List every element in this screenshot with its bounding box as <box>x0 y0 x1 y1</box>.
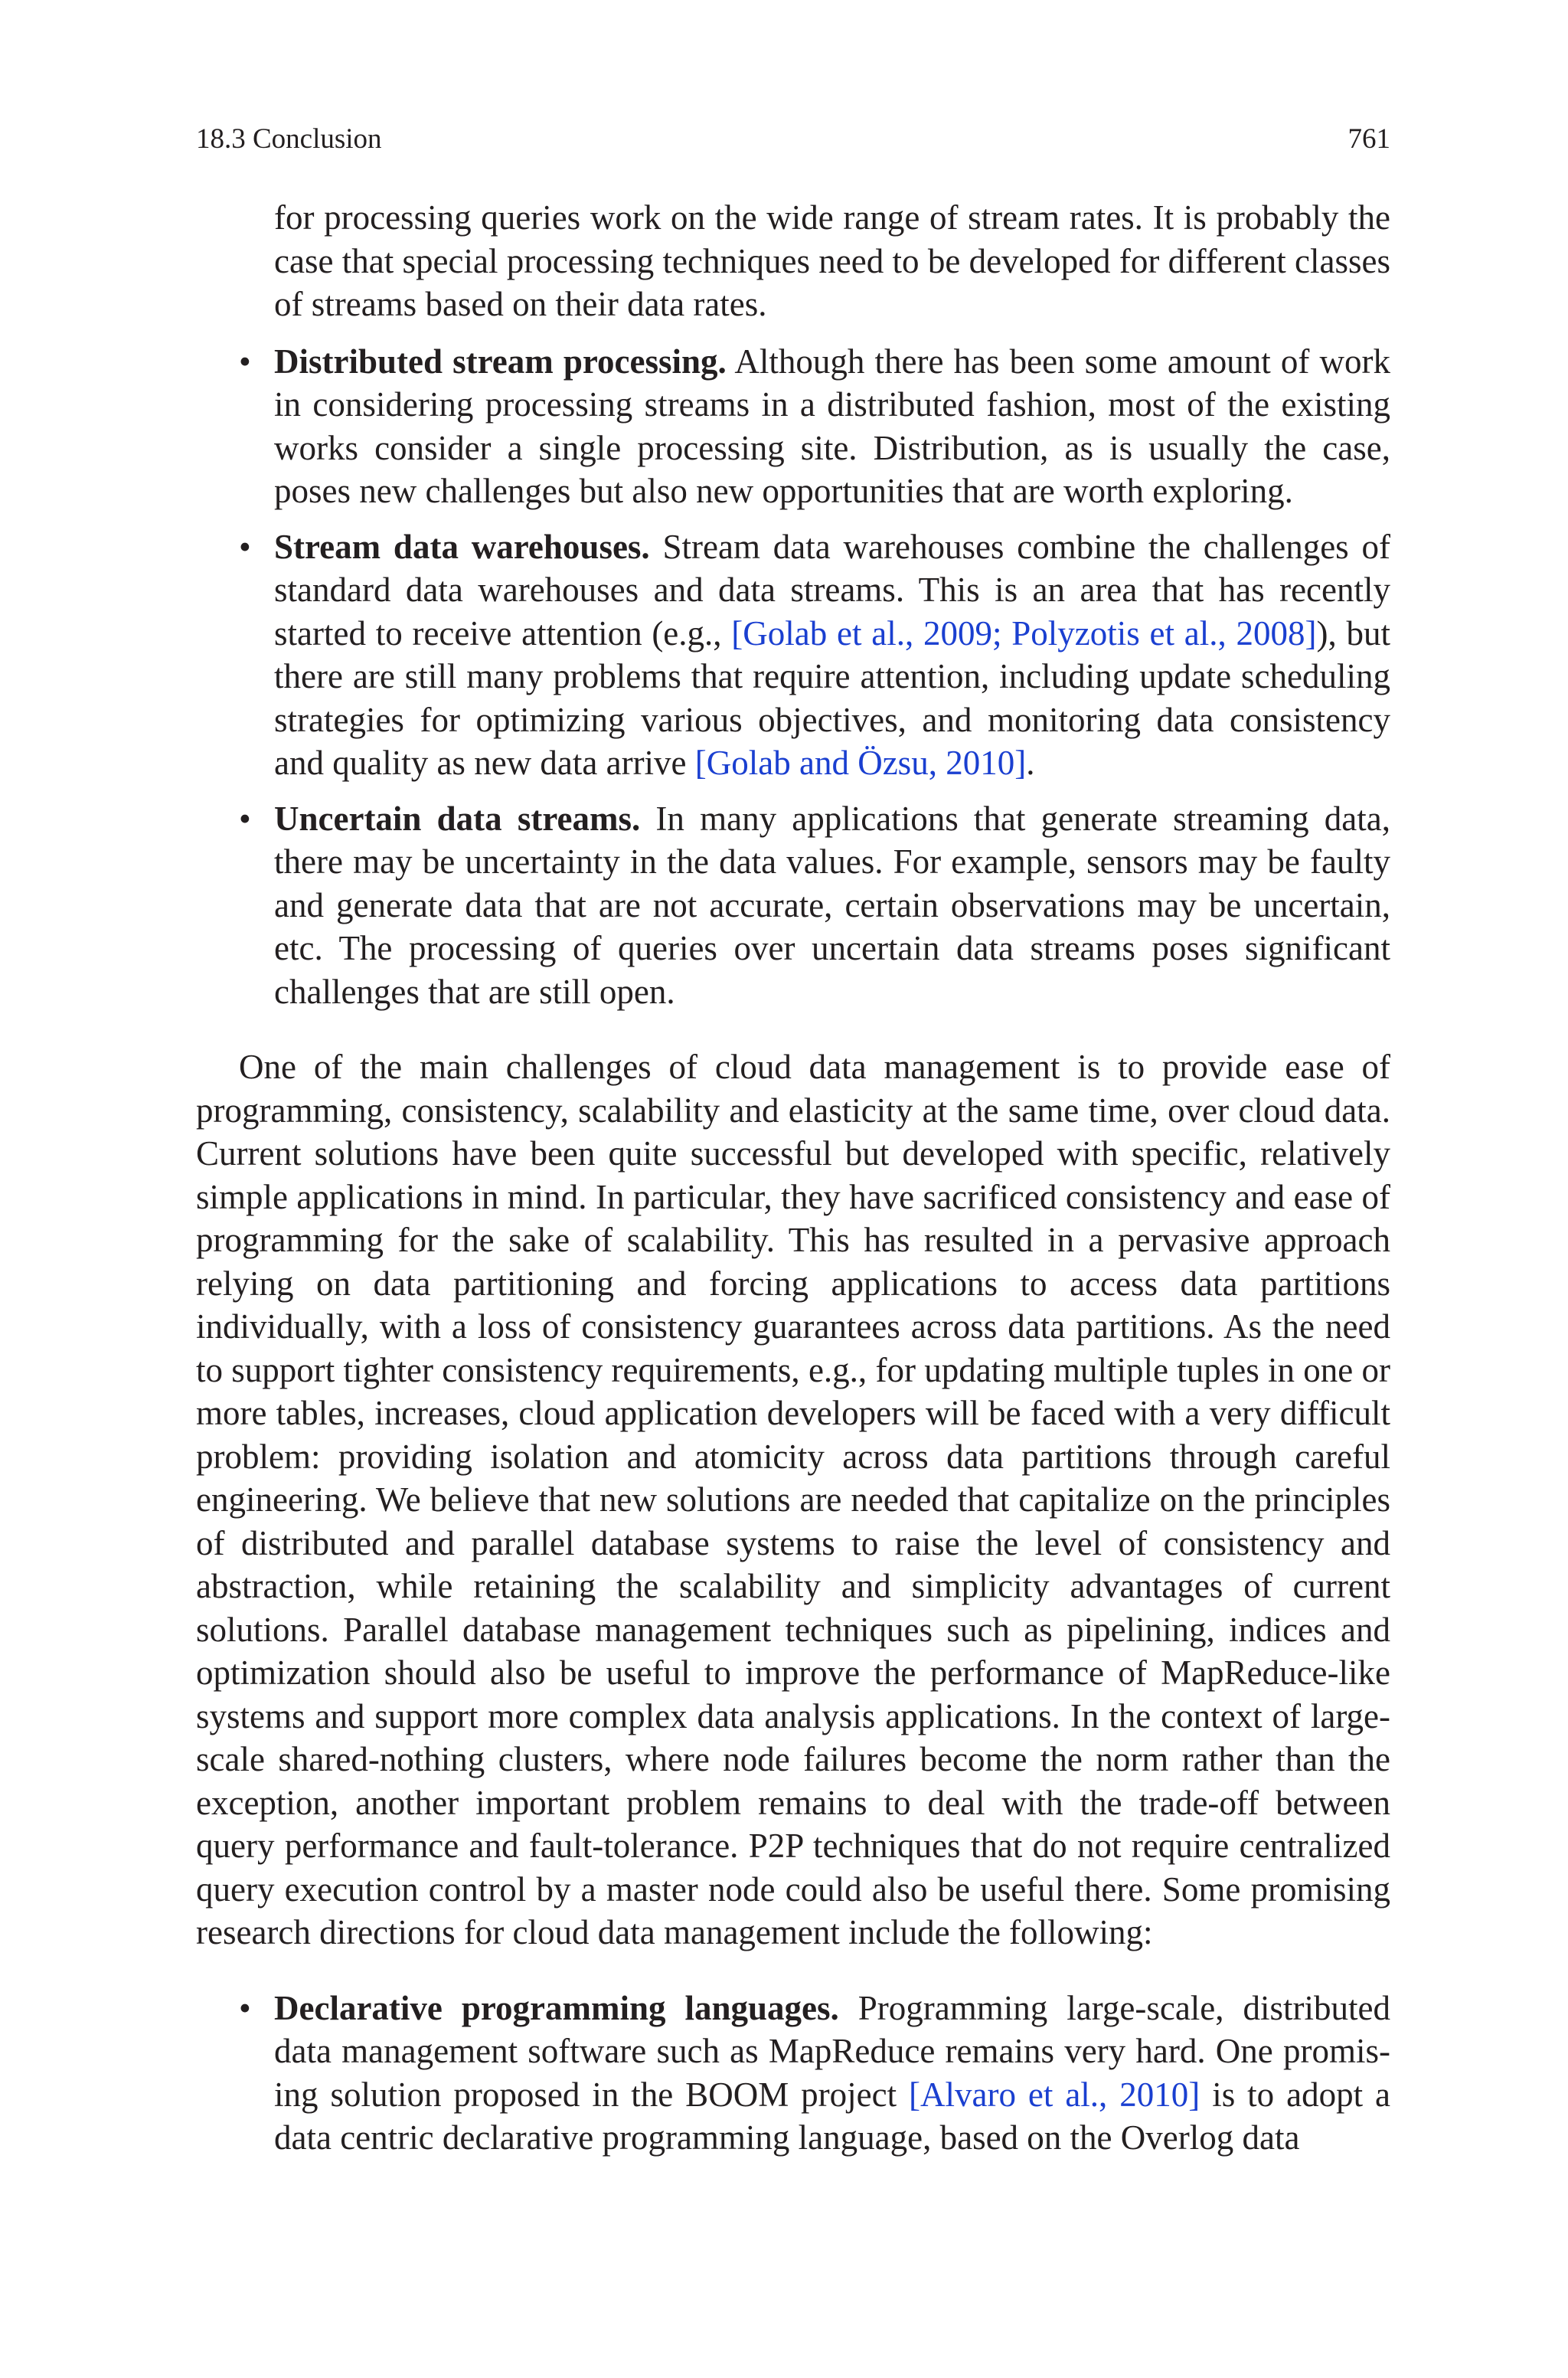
list-item-text: Programming large-scale, distributed data management software such as MapReduce remains very hard. One promis-ing solution proposed in the BOOM project <box>274 1988 1390 2114</box>
page-body <box>196 196 1390 2172</box>
list-item-term: Stream data warehouses. <box>274 527 650 566</box>
list-item-text: In many applications that generate streaming data, there may be uncertainty in the data values. For example, sensors may be faulty and generate data that are not accurate, certain observations may be uncertain, etc. The processing of queries over uncertain data streams poses significant challenges that are still open. <box>274 799 1390 1011</box>
list-item-stream-data-warehouses <box>196 525 1390 785</box>
citation-link[interactable]: [Alvaro et al., 2010] <box>909 2075 1200 2114</box>
bullet-icon: • <box>239 1988 251 2027</box>
citation-link[interactable]: [Golab et al., 2009; Polyzotis et al., 2008] <box>731 613 1317 653</box>
list-item-text: is to adopt a data centric declarative programming language, based on the Overlog data <box>274 2075 1390 2157</box>
bullet-icon: • <box>239 799 251 838</box>
page-number: 761 <box>1348 123 1390 155</box>
list-item-text: ), but there are still many problems that require attention, including update scheduling strategies for optimizing various objectives, and monitoring data consistency and quality as new data arrive <box>274 613 1390 782</box>
page-header <box>196 123 1390 161</box>
list-item-text: Although there has been some amount of work in considering processing streams in a distributed fashion, most of the existing works consider a single processing site. Distribution, as is usually the case, poses new challenges but also new opportunities that are worth exploring. <box>274 342 1390 510</box>
citation-link[interactable]: [Golab and Özsu, 2010] <box>694 744 1027 782</box>
list-item-term: Distributed stream processing. <box>274 342 727 381</box>
list-item-term: Declarative programming languages. <box>274 1988 839 2027</box>
running-head-section: 18.3 Conclusion <box>196 123 382 155</box>
cloud-data-management-paragraph: One of the main challenges of cloud data management is to provide ease of programming, consistency, scalability and elasticity at the same time, over cloud data. Current solutions have been quite successful but developed with specific, relatively simple applications in mind. In particular, they have sacrificed consistency and ease of programming for the sake of scalability. This has resulted in a pervasive approach relying on data partitioning and forcing applications to access data partitions individually, with a loss of consistency guarantees across data partitions. As the need to support tighter consistency requirements, e.g., for updating multiple tuples in one or more tables, increases, cloud application developers will be faced with a very difficult problem: providing isolation and atomicity across data partitions through careful engineering. We believe that new solutions are needed that capitalize on the principles of distributed and parallel database systems to raise the level of consistency and abstraction, while retaining the scalability and simplicity advantages of current solutions. Parallel database management techniques such as pipelining, indices and optimization should also be useful to improve the performance of MapReduce-like systems and support more complex data analysis applications. In the context of large-scale shared-nothing clusters, where node failures become the norm rather than the exception, another important problem remains to deal with the trade-off between query performance and fault-tolerance. P2P techniques that do not require centralized query execution control by a master node could also be useful there. Some promising research directions for cloud data management include the following: <box>196 1048 1390 1951</box>
list-item-declarative-programming-languages <box>196 1987 1390 2160</box>
bullet-icon: • <box>239 527 251 566</box>
list-item-distributed-stream-processing <box>196 340 1390 513</box>
list-item-text: . <box>1026 744 1035 782</box>
bullet-icon: • <box>239 342 251 381</box>
stream-research-directions-list <box>196 340 1390 1014</box>
list-item-uncertain-data-streams <box>196 797 1390 1014</box>
list-item-term: Uncertain data streams. <box>274 799 641 838</box>
continuation-paragraph: for processing queries work on the wide range of stream rates. It is probably the case that special processing techniques need to be developed for different classes of streams based on their data rates. <box>274 198 1390 323</box>
list-item-text: Stream data warehouses combine the challenges of standard data warehouses and data streams. This is an area that has recently started to receive attention (e.g., <box>274 527 1390 653</box>
cloud-research-directions-list <box>196 1987 1390 2160</box>
